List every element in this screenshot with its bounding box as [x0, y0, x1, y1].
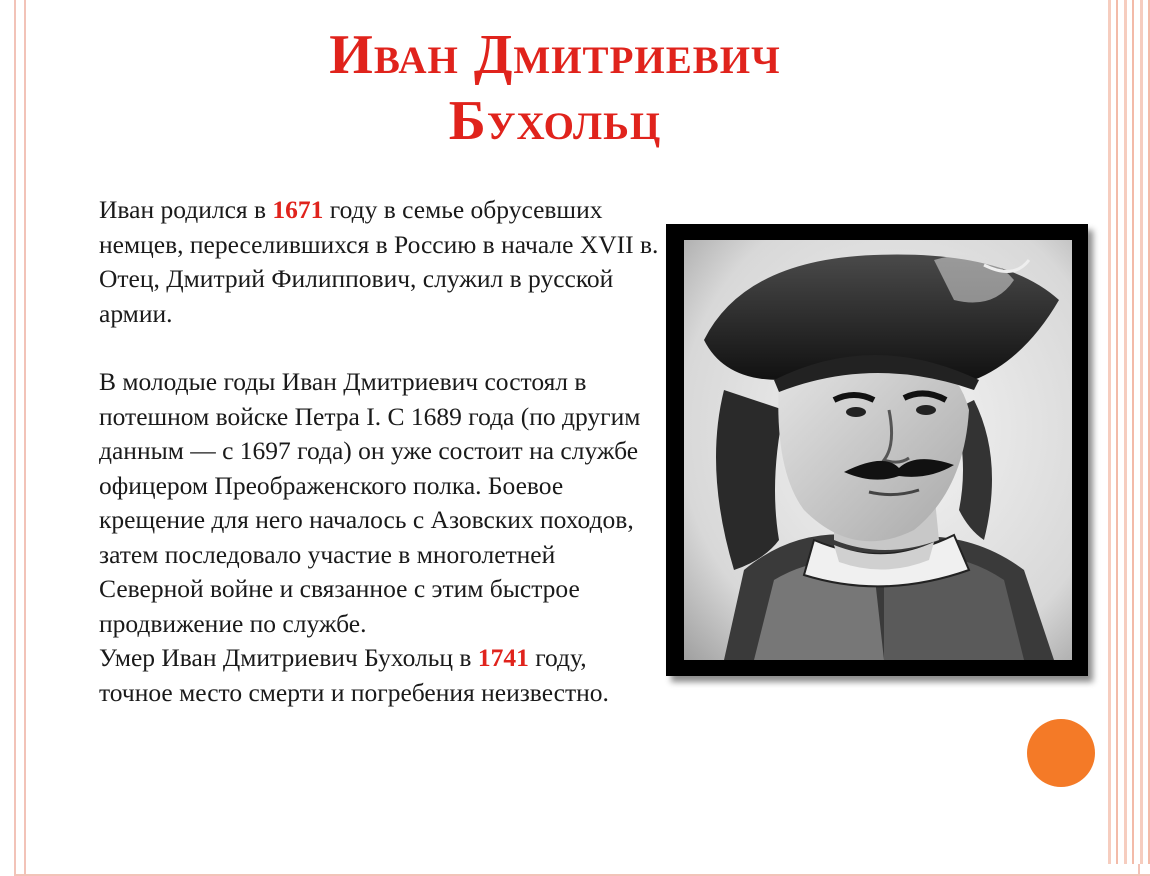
- portrait-image: [684, 240, 1072, 660]
- decorative-stripes: [1102, 0, 1150, 864]
- paragraph-death: [99, 641, 659, 710]
- slide-title: [180, 22, 930, 154]
- body-text: [99, 193, 659, 710]
- portrait-frame: [666, 224, 1088, 676]
- paragraph-career: В молодые годы Иван Дмитриевич состоял в потешном войске Петра I. С 1689 года (по другим данным — с 1697 года) он уже состоит на службе офицером Преображенского полка. Боевое крещение для него началось с Азовских походов, затем последовало участие в многолетней Северной войне и связанное с этим быстрое продвижение по службе.: [99, 367, 641, 638]
- title-line-2: Бухольц: [448, 90, 662, 152]
- paragraph-gap: [99, 331, 659, 365]
- death-text-end: году, точное место смерти и погребения неизвестно.: [99, 643, 609, 707]
- title-line-1: Иван Дмитриевич: [329, 24, 781, 86]
- birth-year: 1671: [272, 195, 324, 224]
- birth-text-end: году в семье обрусевших немцев, переселившихся в Россию в начале XVII в. Отец, Дмитрий Филиппович, служил в русской армии.: [99, 195, 659, 328]
- death-year: 1741: [477, 643, 529, 672]
- birth-text-start: Иван родился в: [99, 195, 273, 224]
- death-text-start: Умер Иван Дмитриевич Бухольц в: [99, 643, 478, 672]
- decorative-orange-dot: [1027, 719, 1095, 787]
- paragraph-birth: [99, 193, 659, 331]
